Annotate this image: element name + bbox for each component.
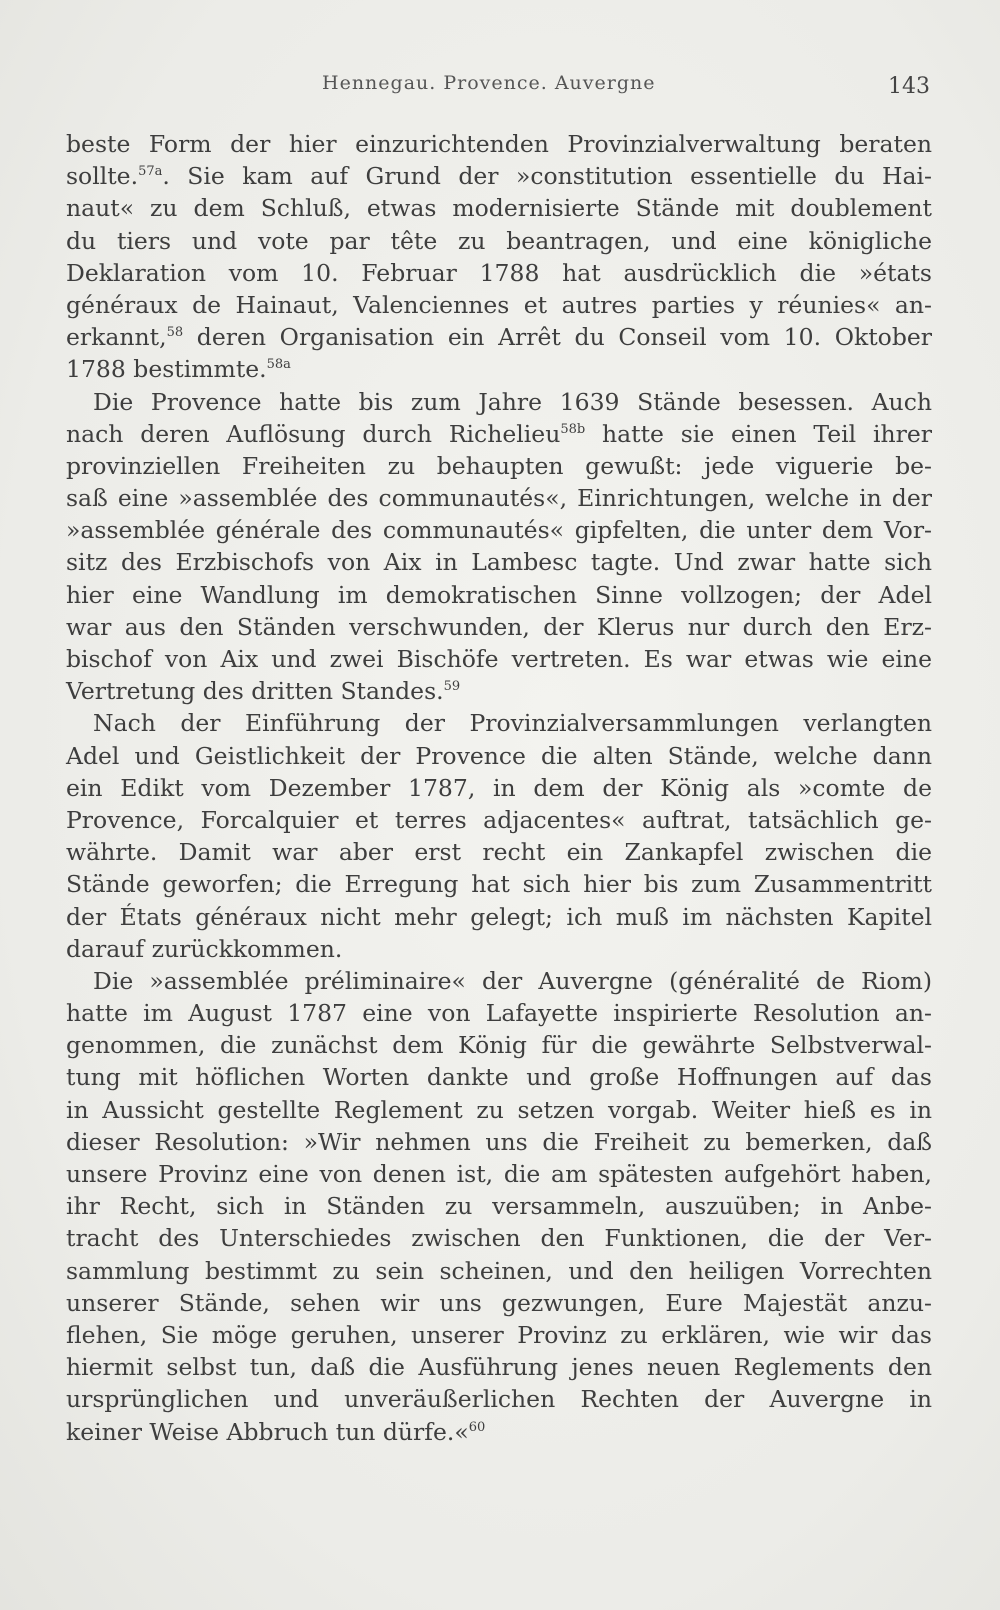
text-span: ihr Recht, sich in Ständen zu versammeln, auszuüben; in Anbe- <box>66 1192 932 1221</box>
text-line <box>66 1190 932 1222</box>
text-span: erkannt, <box>66 323 167 352</box>
text-span: beste Form der hier einzurichtenden Provinzialverwaltung beraten <box>66 130 932 158</box>
text-line <box>66 707 932 739</box>
text-line <box>66 1287 932 1319</box>
text-line <box>66 482 932 514</box>
text-line <box>66 611 932 643</box>
text-span: sitz des Erzbischofs von Aix in Lambesc tagte. Und zwar hatte sich <box>66 548 932 577</box>
text-line <box>66 1126 932 1158</box>
text-span: Adel und Geistlichkeit der Provence die alten Stände, welche dann <box>66 741 932 770</box>
text-line <box>66 160 932 192</box>
text-span: flehen, Sie möge geruhen, unserer Provinz zu erklären, wie wir das <box>66 1320 932 1349</box>
text-span: Nach der Einführung der Provinzialversammlungen verlangten <box>93 709 932 738</box>
text-line <box>66 1416 932 1448</box>
text-span: deren Organisation ein Arrêt du Conseil vom 10. Oktober <box>183 323 932 352</box>
body-text <box>66 128 932 1448</box>
text-span: Stände geworfen; die Erregung hat sich hier bis zum Zusammentritt <box>66 870 932 899</box>
text-line <box>66 1351 932 1383</box>
text-line <box>66 514 932 546</box>
text-span: hier eine Wandlung im demokratischen Sinne vollzogen; der Adel <box>66 580 932 609</box>
text-line <box>66 997 932 1029</box>
text-span: 1788 bestimmte. <box>66 355 267 384</box>
running-head <box>0 72 1000 102</box>
text-line <box>66 933 932 965</box>
footnote-ref: 59 <box>443 679 461 695</box>
text-span: unsere Provinz eine von denen ist, die am spätesten aufgehört haben, <box>66 1160 932 1188</box>
text-span: unserer Stände, sehen wir uns gezwungen, Eure Majestät anzu- <box>66 1288 932 1317</box>
text-line <box>66 740 932 772</box>
text-span: naut« zu dem Schluß, etwas modernisierte Stände mit doublement <box>66 194 932 223</box>
text-span: ein Edikt vom Dezember 1787, in dem der König als »comte de <box>66 773 932 802</box>
text-line <box>66 675 932 707</box>
text-line <box>66 386 932 418</box>
text-line <box>66 804 932 836</box>
text-span: bischof von Aix und zwei Bischöfe vertreten. Es war etwas wie eine <box>66 645 932 673</box>
text-line <box>66 289 932 321</box>
text-span: sollte. <box>66 162 139 191</box>
text-span: Die »assemblée préliminaire« der Auvergne (généralité de Riom) <box>93 966 932 995</box>
footnote-ref: 57a <box>138 164 163 180</box>
text-line <box>66 965 932 997</box>
text-line <box>66 1319 932 1351</box>
text-span: Provence, Forcalquier et terres adjacentes« auftrat, tatsächlich ge- <box>66 805 932 834</box>
text-line <box>66 901 932 933</box>
text-line <box>66 257 932 289</box>
text-line <box>66 353 932 385</box>
text-line <box>66 1061 932 1093</box>
text-span: sammlung bestimmt zu sein scheinen, und den heiligen Vorrechten <box>66 1256 932 1285</box>
text-span: du tiers und vote par tête zu beantragen, und eine königliche <box>66 226 932 255</box>
text-line <box>66 836 932 868</box>
text-line <box>66 1255 932 1287</box>
footnote-ref: 58b <box>560 421 586 437</box>
text-line <box>66 772 932 804</box>
text-line <box>66 192 932 224</box>
text-span: in Aussicht gestellte Reglement zu setzen vorgab. Weiter hieß es in <box>66 1095 932 1124</box>
text-line <box>66 225 932 257</box>
text-line <box>66 1222 932 1254</box>
text-span: dieser Resolution: »Wir nehmen uns die Freiheit zu bemerken, daß <box>66 1127 932 1156</box>
text-span: genommen, die zunächst dem König für die gewährte Selbstverwal- <box>66 1031 932 1060</box>
text-line <box>66 546 932 578</box>
page-number: 143 <box>888 74 930 99</box>
text-line <box>66 1094 932 1126</box>
text-span: darauf zurückkommen. <box>66 934 343 963</box>
text-span: Die Provence hatte bis zum Jahre 1639 Stände besessen. Auch <box>93 387 932 416</box>
text-span: saß eine »assemblée des communautés«, Einrichtungen, welche in der <box>66 484 932 513</box>
text-line <box>66 868 932 900</box>
text-span: hiermit selbst tun, daß die Ausführung jenes neuen Reglements den <box>66 1353 932 1382</box>
text-line <box>66 418 932 450</box>
text-line <box>66 450 932 482</box>
text-line <box>66 579 932 611</box>
footnote-ref: 58 <box>166 325 184 341</box>
text-span: hatte sie einen Teil ihrer <box>585 419 933 448</box>
text-span: nach deren Auflösung durch Richelieu <box>66 419 561 448</box>
text-line <box>66 128 932 160</box>
text-span: tracht des Unterschiedes zwischen den Funktionen, die der Ver- <box>66 1224 932 1253</box>
text-span: ursprünglichen und unveräußerlichen Rechten der Auvergne in <box>66 1385 932 1414</box>
text-line <box>66 1029 932 1061</box>
text-span: der États généraux nicht mehr gelegt; ich muß im nächsten Kapitel <box>66 902 932 931</box>
text-line <box>66 321 932 353</box>
footnote-ref: 60 <box>468 1419 486 1435</box>
text-span: provinziellen Freiheiten zu behaupten gewußt: jede viguerie be- <box>66 451 932 480</box>
text-span: währte. Damit war aber erst recht ein Zankapfel zwischen die <box>66 838 932 867</box>
text-span: tung mit höflichen Worten dankte und große Hoffnungen auf das <box>66 1063 932 1092</box>
text-span: généraux de Hainaut, Valenciennes et autres parties y réunies« an- <box>66 290 932 319</box>
text-line <box>66 1383 932 1415</box>
footnote-ref: 58a <box>266 357 291 373</box>
text-span: Deklaration vom 10. Februar 1788 hat ausdrücklich die »états <box>66 258 932 287</box>
text-span: war aus den Ständen verschwunden, der Klerus nur durch den Erz- <box>66 612 932 641</box>
text-span: hatte im August 1787 eine von Lafayette inspirierte Resolution an- <box>66 999 932 1028</box>
text-line <box>66 1158 932 1190</box>
text-line <box>66 643 932 675</box>
text-span: Vertretung des dritten Standes. <box>66 677 444 706</box>
text-span: »assemblée générale des communautés« gipfelten, die unter dem Vor- <box>66 516 932 545</box>
text-span: . Sie kam auf Grund der »constitution essentielle du Hai- <box>162 162 932 191</box>
text-span: keiner Weise Abbruch tun dürfe.« <box>66 1417 469 1446</box>
running-title: Hennegau. Provence. Auvergne <box>322 72 656 94</box>
